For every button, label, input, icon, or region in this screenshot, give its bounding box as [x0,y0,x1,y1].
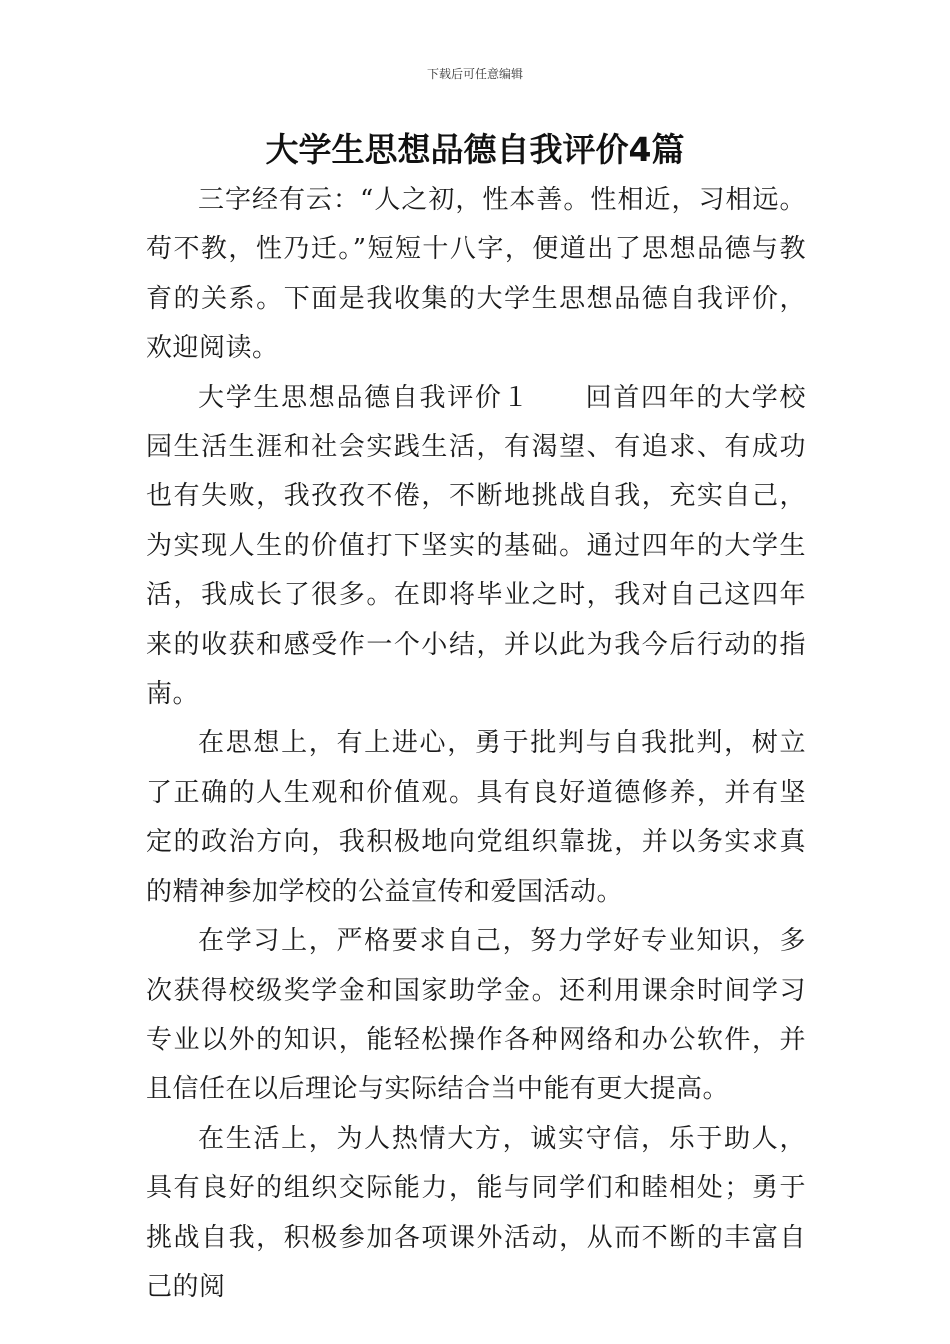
paragraph-evaluation-1: 大学生思想品德自我评价１ 回首四年的大学校园生活生涯和社会实践生活，有渴望、有追求、有成功也有失败，我孜孜不倦，不断地挑战自我，充实自己，为实现人生的价值打下坚实的基础。通过四年的大学生活，我成长了很多。在即将毕业之时，我对自己这四年来的收获和感受作一个小结，并以此为我今后行动的指南。 [146,382,806,710]
document-body [146,176,806,1312]
paragraph-intro: 三字经有云：“人之初，性本善。性相近，习相远。苟不教，性乃迁。”短短十八字，便道出了思想品德与教育的关系。下面是我收集的大学生思想品德自我评价，欢迎阅读。 [146,185,806,364]
document-title: 大学生思想品德自我评价4篇 [265,130,685,169]
paragraph-thought: 在思想上，有上进心，勇于批判与自我批判，树立了正确的人生观和价值观。具有良好道德修养，并有坚定的政治方向，我积极地向党组织靠拢，并以务实求真的精神参加学校的公益宣传和爱国活动。 [146,728,806,907]
paragraph-life: 在生活上，为人热情大方，诚实守信，乐于助人，具有良好的组织交际能力，能与同学们和睦相处；勇于挑战自我，积极参加各项课外活动，从而不断的丰富自己的阅 [146,1123,806,1302]
paragraph-study: 在学习上，严格要求自己，努力学好专业知识，多次获得校级奖学金和国家助学金。还利用课余时间学习专业以外的知识，能轻松操作各种网络和办公软件，并且信任在以后理论与实际结合当中能有更大提高。 [146,926,806,1105]
header-note: 下载后可任意编辑 [426,67,523,81]
